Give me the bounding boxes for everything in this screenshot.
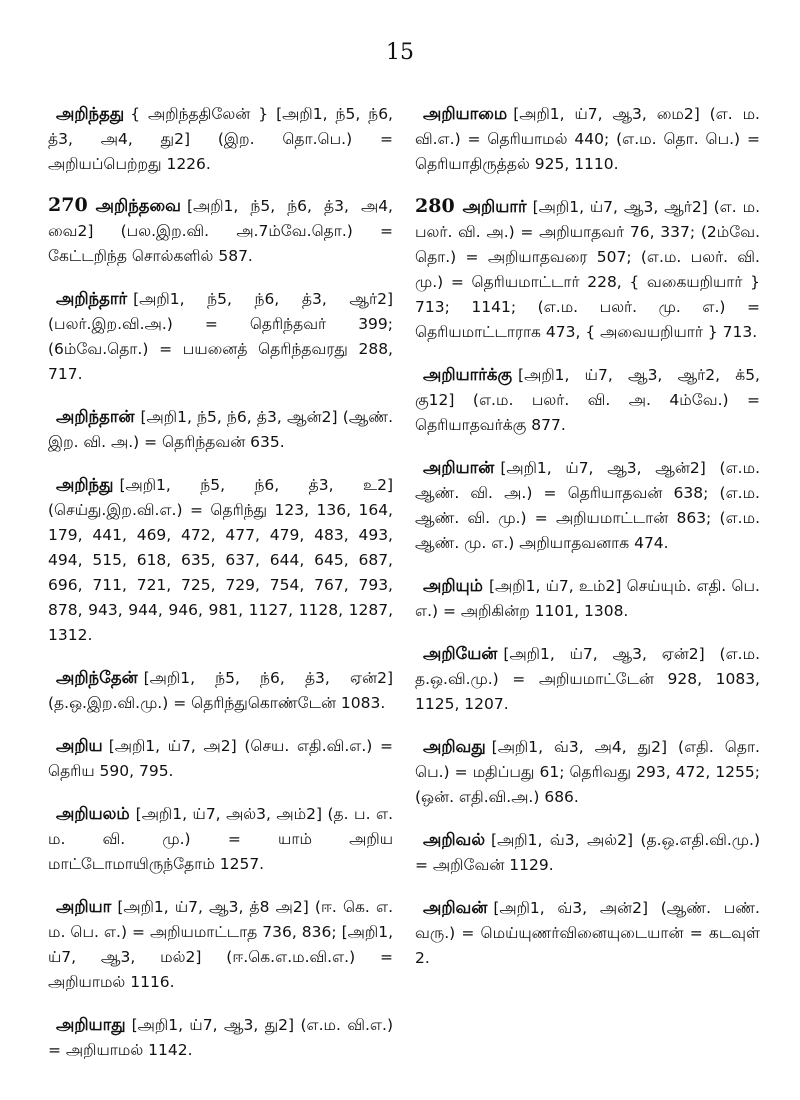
entry-headword: அறியான் [423, 457, 495, 477]
entry-number: 280 [415, 194, 455, 217]
entry-headword: அறியா [56, 896, 112, 916]
entry-headword: அறிவன் [423, 897, 488, 917]
entry-body: [அறி1, ந்5, ந்6, த்3, ஆர்2] (பலர்.இற.வி.அ.) = தெரிந்தவர் 399; (6ம்வே.தொ.) = பயனைத் தெரிந்தவரது 288, 717. [48, 289, 393, 383]
entry-headword: அறியார் [462, 196, 527, 216]
dictionary-entry [48, 665, 393, 716]
entry-body: [அறி1, ந்5, ந்6, த்3, உ2] (செய்து.இற.வி.எ.) = தெரிந்து 123, 136, 164, 179, 441, 469, 472, 477, 479, 483, 493, 494, 515, 618, 635, 637, 644, 645, 687, 696, 711, 721, 725, 729, 754, 767, 793, 878, 943, 944, 946, 981, 1127, 1128, 1287, 1312. [48, 475, 393, 644]
entry-headword: அறிந்தார் [56, 288, 128, 308]
entry-body: [அறி1, ய்7, ஆ3, த்8 அ2] (ஈ. கெ. எ. ம. பெ. எ.) = அறியமாட்டாத 736, 836; [அறி1, ய்7, ஆ3, மல்2] (ஈ.கெ.எ.ம.வி.எ.) = அறியாமல் 1116. [48, 897, 393, 991]
dictionary-entry [415, 573, 760, 624]
entry-headword: அறியார்க்கு [423, 364, 513, 384]
entry-body: [அறி1, ந்5, ந்6, த்3, ஏன்2] (த.ஒ.இற.வி.மு.) = தெரிந்துகொண்டேன் 1083. [48, 668, 393, 712]
entry-body: [அறி1, ய்7, ஆ3, ஆன்2] (எ.ம. ஆண். வி. அ.) = தெரியாதவன் 638; (எ.ம. ஆண். வி. மு.) = அறியமாட்டான் 863; (எ.ம. ஆண். மு. எ.) அறியாதவனாக 474. [415, 458, 760, 552]
dictionary-entry [48, 801, 393, 877]
entry-body: [அறி1, ய்7, ஆ3, ஏன்2] (எ.ம. த.ஒ.வி.மு.) = அறியமாட்டேன் 928, 1083, 1125, 1207. [415, 644, 760, 713]
entry-headword: அறியாது [56, 1014, 126, 1034]
dictionary-entry [48, 404, 393, 455]
entry-headword: அறிந்தான் [56, 406, 135, 426]
dictionary-entry [48, 101, 393, 177]
dictionary-entry [48, 894, 393, 995]
dictionary-entry [415, 827, 760, 878]
entry-headword: அறிவது [423, 736, 486, 756]
entry-body: [அறி1, ய்7, உம்2] செய்யும். எதி. பெ. எ.) = அறிகின்ற 1101, 1308. [415, 576, 760, 620]
dictionary-entry [415, 734, 760, 810]
entry-body: { அறிந்ததிலேன் } [அறி1, ந்5, ந்6, த்3, அ4, து2] (இற. தொ.பெ.) = அறியப்பெற்றது 1226. [48, 104, 393, 173]
dictionary-entry [48, 1012, 393, 1063]
dictionary-entry [415, 362, 760, 438]
entry-body: [அறி1, ந்5, ந்6, த்3, ஆன்2] (ஆண். இற. வி. அ.) = தெரிந்தவன் 635. [48, 407, 393, 451]
entry-number: 270 [48, 193, 88, 216]
entry-body: [அறி1, ய்7, ஆ3, ஆர்2] (எ. ம. பலர். வி. அ.) = அறியாதவர் 76, 337; (2ம்வே. தொ.) = அறியாதவரை 507; (எ.ம. பலர். வி. மு.) = தெரியமாட்டார் 228, { வகையறியார் } 713; 1141; (எ.ம. பலர். மு. எ.) = தெரியமாட்டாராக 473, { அவையறியார் } 713. [415, 197, 760, 341]
entry-body: [அறி1, ய்7, ஆ3, து2] (எ.ம. வி.எ.) = அறியாமல் 1142. [48, 1015, 393, 1059]
dictionary-entry [415, 194, 760, 345]
dictionary-entry [48, 286, 393, 387]
entry-body: [அறி1, வ்3, அல்2] (த.ஒ.எதி.வி.மு.) = அறிவேன் 1129. [415, 830, 760, 874]
dictionary-entry [48, 733, 393, 784]
entry-headword: அறியாமை [423, 103, 508, 123]
dictionary-entry [48, 472, 393, 648]
entry-body: [அறி1, வ்3, அ4, து2] (எதி. தொ. பெ.) = மதிப்பது 61; தெரிவது 293, 472, 1255; (ஒன். எதி.வி.அ.) 686. [415, 737, 760, 806]
entry-body: [அறி1, வ்3, அன்2] (ஆண். பண். வரு.) = மெய்யுணர்வினையுடையான் = கடவுள் 2. [415, 898, 760, 967]
right-column [415, 85, 760, 988]
entry-body: [அறி1, ய்7, அல்3, அம்2] (த. ப. எ. ம. வி. மு.) = யாம் அறிய மாட்டோமாயிருந்தோம் 1257. [48, 804, 393, 873]
entry-headword: அறிந்தவை [95, 195, 181, 215]
entry-headword: அறிய [56, 735, 103, 755]
entry-body: [அறி1, ய்7, ஆ3, ஆர்2, க்5, கு12] (எ.ம. பலர். வி. அ. 4ம்வே.) = தெரியாதவர்க்கு 877. [415, 365, 760, 434]
entry-body: [அறி1, ய்7, அ2] (செய. எதி.வி.எ.) = தெரிய 590, 795. [48, 736, 393, 780]
dictionary-entry [415, 101, 760, 177]
dictionary-entry [415, 641, 760, 717]
dictionary-entry [415, 455, 760, 556]
entry-headword: அறிந்து [56, 474, 114, 494]
dictionary-entry [415, 895, 760, 971]
entry-headword: அறிவல் [423, 829, 486, 849]
page-number: 15 [386, 40, 414, 65]
entry-body: [அறி1, ய்7, ஆ3, மை2] (எ. ம. வி.எ.) = தெரியாமல் 440; (எ.ம. தொ. பெ.) = தெரியாதிருத்தல் 925, 1110. [415, 104, 760, 173]
dictionary-entry [48, 193, 393, 269]
entry-headword: அறியலம் [56, 803, 130, 823]
entry-headword: அறியும் [423, 575, 483, 595]
entry-headword: அறிந்தேன் [56, 667, 138, 687]
entry-headword: அறிந்தது [56, 103, 125, 123]
entry-headword: அறியேன் [423, 643, 498, 663]
entry-body: [அறி1, ந்5, ந்6, த்3, அ4, வை2] (பல.இற.வி. அ.7ம்வே.தொ.) = கேட்டறிந்த சொல்களில் 587. [48, 196, 393, 265]
left-column [48, 85, 393, 1080]
